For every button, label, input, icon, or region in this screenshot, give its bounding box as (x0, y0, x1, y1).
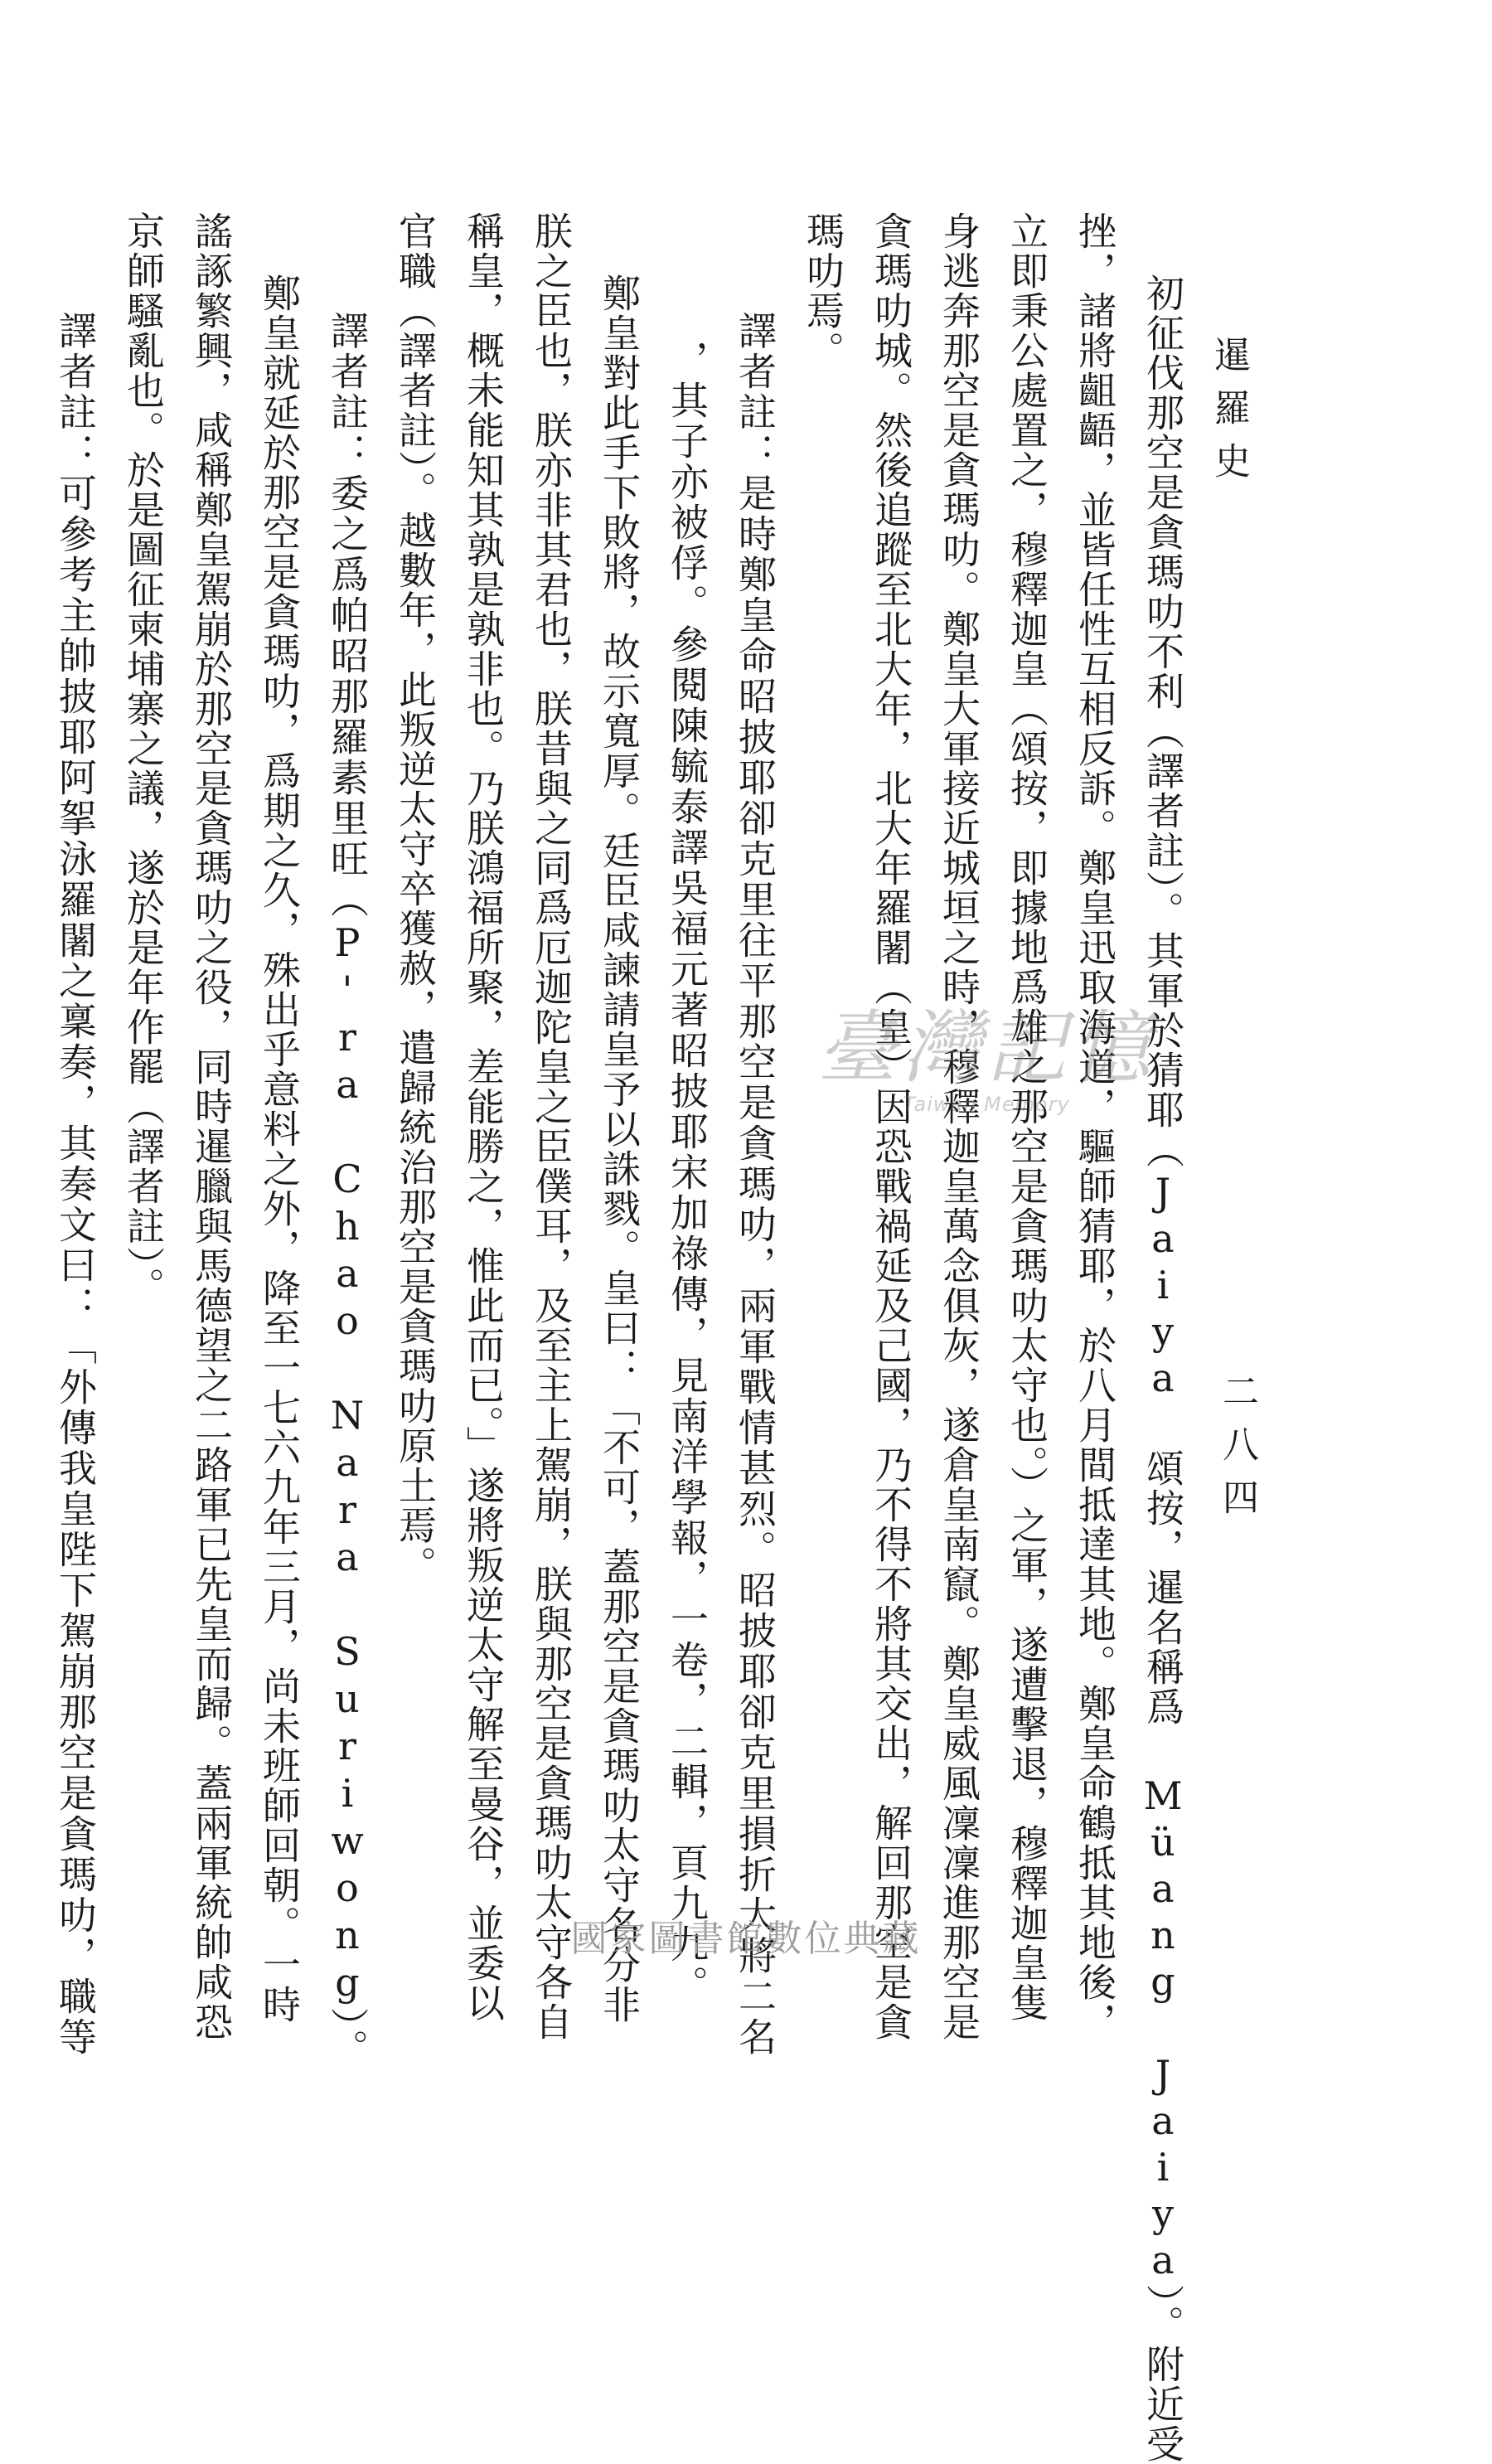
body-column-9: 鄭皇對此手下敗將，故示寬厚。廷臣咸諫請皇予以誅戮。皇曰：「不可，蓋那空是貪瑪叻太守名分非 (597, 274, 642, 2025)
body-column-12: 官職（譯者註）。越數年，此叛逆太守卒獲赦，遣歸統治那空是貪瑪叻原土焉。 (393, 211, 438, 1585)
translator-note-1-line-2: ，其子亦被俘。參閱陳毓泰譯吳福元著昭披耶宋加祿傳，見南洋學報，一卷，二輯，頁九九。 (665, 340, 710, 2006)
body-column-10: 朕之臣也，朕亦非其君也，朕昔與之同爲厄迦陀皇之臣僕耳，及至主上駕崩，朕與那空是貪瑪叻太守各自 (529, 211, 574, 2042)
watermark-logo (771, 1002, 1202, 1129)
page-number: 二八四 (1216, 1372, 1258, 1531)
body-column-6: 瑪叻焉。 (801, 211, 845, 371)
body-column-14: 鄭皇就延於那空是貪瑪叻，爲期之久，殊出乎意料之外，降至一七六九年三月，尚未班師回朝。一時 (257, 274, 302, 2025)
translator-note-2: 譯者註：委之爲帕昭那羅素里旺（P'ra Chao Nara Suriwong）。 (325, 311, 370, 2069)
watermark-chinese: 臺灣記憶 (817, 1002, 1155, 1094)
body-column-1: 初征伐那空是貪瑪叻不利（譯者註）。其軍於猜耶（Jaiya 頌按，暹名稱爲 Müang Jaiya）。附近受 (1141, 274, 1185, 2464)
translator-note-3: 譯者註：可參考主帥披耶阿挐泳羅闍之稟奏，其奏文曰：「外傳我皇陛下駕崩那空是貪瑪叻，職等 (53, 311, 98, 2058)
body-column-3: 立即秉公處置之，穆釋迦皇（頌按，即據地爲雄之那空是貪瑪叻太守也。）之軍，遂遭擊退，穆釋迦皇隻 (1005, 211, 1049, 2023)
collection-footer: 國家圖書館數位典藏 (570, 1918, 922, 1960)
watermark-english: Taiwan Memory (903, 1092, 1070, 1116)
translator-note-1-line-1: 譯者註：是時鄭皇命昭披耶卻克里往平那空是貪瑪叻，兩軍戰情甚烈。昭披耶卻克里損折大將二名 (733, 311, 777, 2058)
body-column-4: 身逃奔那空是貪瑪叻。鄭皇大軍接近城垣之時，穆釋迦皇萬念俱灰，遂倉皇南竄。鄭皇威風凜凜進那空是 (937, 211, 981, 2042)
body-column-16: 京師騷亂也。於是圖征柬埔寨之議，遂於是年作罷（譯者註）。 (121, 211, 166, 1307)
body-column-5: 貪瑪叻城。然後追蹤至北大年，北大年羅闍（皇）因恐戰禍延及己國，乃不得不將其交出，解回那空是貪 (869, 211, 913, 2042)
body-column-15: 謠諑繁興，咸稱鄭皇駕崩於那空是貪瑪叻之役，同時暹臘與馬德望之二路軍已先皇而歸。蓋兩軍統帥咸恐 (189, 211, 234, 2042)
body-column-2: 挫，諸將齟齬，並皆任性互相反訴。鄭皇迅取海道，驅師猜耶，於八月間抵達其地。鄭皇命鶴抵其地後， (1073, 211, 1117, 2042)
body-column-11: 稱皇，概未能知其孰是孰非也。乃朕鴻福所聚，差能勝之，惟此而已。」遂將叛逆太守解至曼谷，並委以 (461, 211, 506, 2023)
running-title: 暹羅史 (1208, 336, 1250, 495)
